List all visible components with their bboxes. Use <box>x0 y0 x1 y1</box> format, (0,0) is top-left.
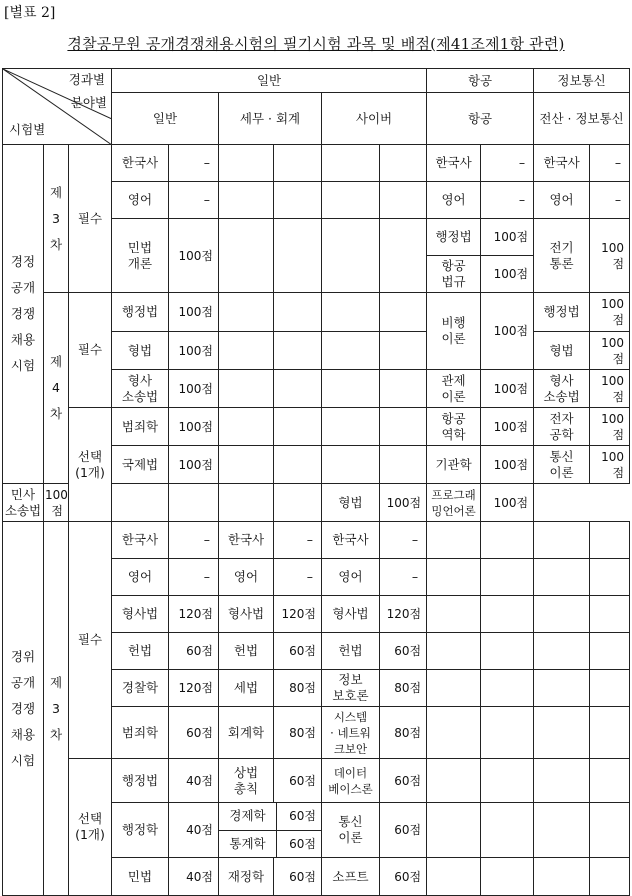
subject-cell: 데이터 베이스론 <box>322 759 380 803</box>
stage-3-label: 제 3 차 <box>44 145 69 293</box>
section-police-exam: 경정 공개 경쟁 채용 시험 <box>3 145 44 484</box>
subject-cell: 기관학 <box>427 446 481 484</box>
score-cell: 60점 <box>380 759 427 803</box>
header-row-1 <box>3 69 630 93</box>
empty-cell <box>380 408 427 446</box>
subject-cell: 전기 통론 <box>534 219 590 293</box>
subject-cell: 항공 역학 <box>427 408 481 446</box>
subject-cell: 영어 <box>112 182 169 219</box>
subheader-aviation: 항공 <box>427 93 534 145</box>
subheader-general: 일반 <box>112 93 219 145</box>
score-cell: 80점 <box>274 670 322 707</box>
score-cell: 100점 <box>481 370 534 408</box>
subject-cell: 한국사 <box>219 522 274 559</box>
empty-cell <box>322 145 380 182</box>
empty-cell <box>274 446 322 484</box>
score-cell: – <box>169 145 219 182</box>
subject-cell: 한국사 <box>534 145 590 182</box>
score-cell: 60점 <box>274 759 322 803</box>
empty-cell <box>380 446 427 484</box>
empty-cell <box>274 408 322 446</box>
table-row <box>3 145 630 182</box>
subject-cell: 통신 이론 <box>322 803 380 858</box>
annex-label: [별표 2] <box>4 5 56 21</box>
empty-cell <box>380 332 427 370</box>
empty-cell <box>219 370 274 408</box>
score-cell: 60점 <box>380 803 427 858</box>
table-row <box>3 759 630 803</box>
score-cell: 100점 <box>169 408 219 446</box>
empty-cell <box>322 293 380 332</box>
empty-cell <box>274 182 322 219</box>
empty-cell <box>219 219 274 293</box>
empty-cell <box>322 446 380 484</box>
score-cell: 80점 <box>380 670 427 707</box>
empty-cell <box>481 707 534 759</box>
empty-cell <box>481 633 534 670</box>
score-cell: 40점 <box>169 759 219 803</box>
empty-cell <box>590 633 630 670</box>
empty-cell <box>534 522 590 559</box>
empty-cell <box>380 145 427 182</box>
score-cell: – <box>481 182 534 219</box>
empty-cell <box>590 522 630 559</box>
score-cell: – <box>481 145 534 182</box>
empty-cell <box>112 484 169 522</box>
score-cell: – <box>274 522 322 559</box>
empty-cell <box>322 182 380 219</box>
empty-cell <box>274 370 322 408</box>
subject-cell: 범죄학 <box>112 408 169 446</box>
subject-cell: 관제 이론 <box>427 370 481 408</box>
score-cell: 100점 <box>481 446 534 484</box>
empty-cell <box>219 332 274 370</box>
score-cell: 120점 <box>380 596 427 633</box>
empty-cell <box>274 145 322 182</box>
header-diagonal-cell <box>3 69 112 145</box>
empty-cell <box>481 559 534 596</box>
subject-cell: 행정법 <box>427 219 481 256</box>
subject-cell: 행정학 <box>112 803 169 858</box>
empty-cell <box>590 803 630 858</box>
subject-cell: 상법 총칙 <box>219 759 274 803</box>
empty-cell <box>427 670 481 707</box>
score-cell: 100점 <box>481 408 534 446</box>
subject-cell: 형사법 <box>322 596 380 633</box>
empty-cell <box>427 633 481 670</box>
header-exam-label: 시험별 <box>9 122 46 137</box>
empty-cell <box>380 182 427 219</box>
header-field-label: 분야별 <box>70 95 107 110</box>
empty-cell <box>380 293 427 332</box>
subject-cell: 세법 <box>219 670 274 707</box>
subject-cell: 민법 <box>112 858 169 896</box>
subject-cell: 행정법 <box>112 759 169 803</box>
empty-cell <box>380 219 427 293</box>
subject-cell: 한국사 <box>427 145 481 182</box>
subject-cell: 경찰학 <box>112 670 169 707</box>
score-cell: 60점 <box>289 836 316 851</box>
empty-cell <box>590 559 630 596</box>
empty-cell <box>534 596 590 633</box>
subject-cell: 한국사 <box>112 522 169 559</box>
empty-cell <box>219 484 274 522</box>
empty-cell <box>427 803 481 858</box>
score-cell: 100점 <box>169 219 219 293</box>
subject-cell: 형법 <box>534 332 590 370</box>
score-cell: 60점 <box>169 707 219 759</box>
score-cell: 40점 <box>169 858 219 896</box>
subject-cell: 프로그래 밍언어론 <box>427 484 481 522</box>
table-row <box>219 803 321 830</box>
score-cell: 100점 <box>169 332 219 370</box>
empty-cell <box>427 596 481 633</box>
header-general: 일반 <box>112 69 427 93</box>
required-label: 필수 <box>69 522 112 759</box>
empty-cell <box>481 670 534 707</box>
subject-cell: 형사 소송법 <box>112 370 169 408</box>
subject-cell: 행정법 <box>534 293 590 332</box>
subject-cell: 영어 <box>534 182 590 219</box>
empty-cell <box>274 219 322 293</box>
empty-cell <box>427 858 481 896</box>
score-cell: 100점 <box>590 446 630 484</box>
score-cell: 60점 <box>274 858 322 896</box>
score-cell: 60점 <box>380 858 427 896</box>
table-row <box>219 830 321 857</box>
subject-cell: 영어 <box>219 559 274 596</box>
subject-cell: 형법 <box>112 332 169 370</box>
subject-cell: 민법 개론 <box>112 219 169 293</box>
score-cell: 100점 <box>481 256 534 293</box>
empty-cell <box>322 408 380 446</box>
subject-cell: 헌법 <box>219 633 274 670</box>
score-cell: 100점 <box>481 219 534 256</box>
subject-cell: 시스템 · 네트워 크보안 <box>322 707 380 759</box>
subject-cell: 민사 소송법 <box>3 484 44 522</box>
header-infocomm: 정보통신 <box>534 69 630 93</box>
subject-cell: 영어 <box>112 559 169 596</box>
subject-cell: 재정학 <box>219 858 274 896</box>
subject-cell: 국제법 <box>112 446 169 484</box>
empty-cell <box>169 484 219 522</box>
score-cell: 40점 <box>169 803 219 858</box>
score-cell: 60점 <box>169 633 219 670</box>
score-cell: 100점 <box>380 484 427 522</box>
empty-cell <box>590 858 630 896</box>
score-cell: – <box>380 522 427 559</box>
empty-cell <box>219 145 274 182</box>
score-cell: 100점 <box>590 370 630 408</box>
subject-cell: 형법 <box>322 484 380 522</box>
score-cell: – <box>590 145 630 182</box>
score-cell: 100점 <box>590 408 630 446</box>
empty-cell <box>534 707 590 759</box>
empty-cell <box>481 858 534 896</box>
empty-cell <box>534 633 590 670</box>
table-row <box>3 293 630 332</box>
subject-cell: 비행 이론 <box>427 293 481 370</box>
header-course-label: 경과별 <box>68 72 105 87</box>
empty-cell <box>322 370 380 408</box>
empty-cell <box>534 858 590 896</box>
empty-cell <box>322 219 380 293</box>
empty-cell <box>219 408 274 446</box>
score-cell: 100점 <box>481 293 534 370</box>
score-cell: 100점 <box>169 446 219 484</box>
empty-cell <box>534 759 590 803</box>
score-cell: – <box>274 559 322 596</box>
page-title: 경찰공무원 공개경쟁채용시험의 필기시험 과목 및 배점(제41조제1항 관련) <box>67 35 565 53</box>
empty-cell <box>481 803 534 858</box>
subject-cell: 형사 소송법 <box>534 370 590 408</box>
score-cell: – <box>169 559 219 596</box>
subject-cell: 소프트 <box>322 858 380 896</box>
required-label: 필수 <box>69 145 112 293</box>
subject-cell: 형사법 <box>219 596 274 633</box>
stage-4-label: 제 4 차 <box>44 293 69 484</box>
score-cell: 100점 <box>590 293 630 332</box>
subheader-cyber: 사이버 <box>322 93 427 145</box>
score-cell: 80점 <box>380 707 427 759</box>
score-cell: 100점 <box>44 484 69 522</box>
empty-cell <box>534 803 590 858</box>
subject-cell: 회계학 <box>219 707 274 759</box>
subject-cell: 통계학 <box>219 830 277 857</box>
score-cell: 120점 <box>274 596 322 633</box>
table-row <box>3 408 630 446</box>
empty-cell <box>590 670 630 707</box>
empty-cell <box>481 759 534 803</box>
empty-cell <box>427 759 481 803</box>
empty-cell <box>274 484 322 522</box>
empty-cell <box>274 293 322 332</box>
score-cell: 120점 <box>169 670 219 707</box>
empty-cell <box>274 332 322 370</box>
elective-label: 선택 (1개) <box>69 759 112 896</box>
tax-split-table <box>219 803 321 857</box>
empty-cell <box>427 707 481 759</box>
subject-cell: 정보 보호론 <box>322 670 380 707</box>
score-cell: 60점 <box>380 633 427 670</box>
score-cell: 60점 <box>274 633 322 670</box>
score-cell: – <box>169 182 219 219</box>
subject-cell: 통신 이론 <box>534 446 590 484</box>
stage-3-label: 제 3 차 <box>44 522 69 896</box>
section-inspector-exam: 경위 공개 경쟁 채용 시험 <box>3 522 44 896</box>
subheader-computing-infocomm: 전산 · 정보통신 <box>534 93 630 145</box>
subject-cell: 형사법 <box>112 596 169 633</box>
subject-cell: 전자 공학 <box>534 408 590 446</box>
table-row <box>3 522 630 559</box>
empty-cell <box>322 332 380 370</box>
score-cell: 100점 <box>169 293 219 332</box>
subject-cell: 영어 <box>427 182 481 219</box>
empty-cell <box>219 293 274 332</box>
subheader-tax-accounting: 세무 · 회계 <box>219 93 322 145</box>
empty-cell <box>481 596 534 633</box>
subject-cell: 영어 <box>322 559 380 596</box>
score-cell: 80점 <box>274 707 322 759</box>
empty-cell <box>534 670 590 707</box>
subject-cell: 범죄학 <box>112 707 169 759</box>
empty-cell <box>590 707 630 759</box>
subject-cell: 행정법 <box>112 293 169 332</box>
score-cell: 120점 <box>169 596 219 633</box>
empty-cell <box>427 559 481 596</box>
header-aviation: 항공 <box>427 69 534 93</box>
empty-cell <box>219 446 274 484</box>
required-label: 필수 <box>69 293 112 408</box>
empty-cell <box>590 596 630 633</box>
exam-subjects-table <box>2 68 630 896</box>
score-cell: 100점 <box>169 370 219 408</box>
score-cell: 100점 <box>481 484 534 522</box>
tax-split-cell <box>219 803 322 858</box>
score-cell: 100점 <box>590 219 630 293</box>
score-cell: – <box>590 182 630 219</box>
score-cell: 100점 <box>590 332 630 370</box>
score-cell: 60점 <box>277 803 322 830</box>
subject-cell: 한국사 <box>112 145 169 182</box>
subject-cell: 항공 법규 <box>427 256 481 293</box>
empty-cell <box>481 522 534 559</box>
empty-cell <box>534 559 590 596</box>
empty-cell <box>427 522 481 559</box>
elective-label: 선택 (1개) <box>69 408 112 522</box>
subject-cell: 한국사 <box>322 522 380 559</box>
subject-cell: 헌법 <box>112 633 169 670</box>
subject-cell: 헌법 <box>322 633 380 670</box>
score-cell: – <box>380 559 427 596</box>
empty-cell <box>590 759 630 803</box>
empty-cell <box>219 182 274 219</box>
empty-cell <box>380 370 427 408</box>
score-cell: – <box>169 522 219 559</box>
subject-cell: 경제학 <box>219 803 277 830</box>
